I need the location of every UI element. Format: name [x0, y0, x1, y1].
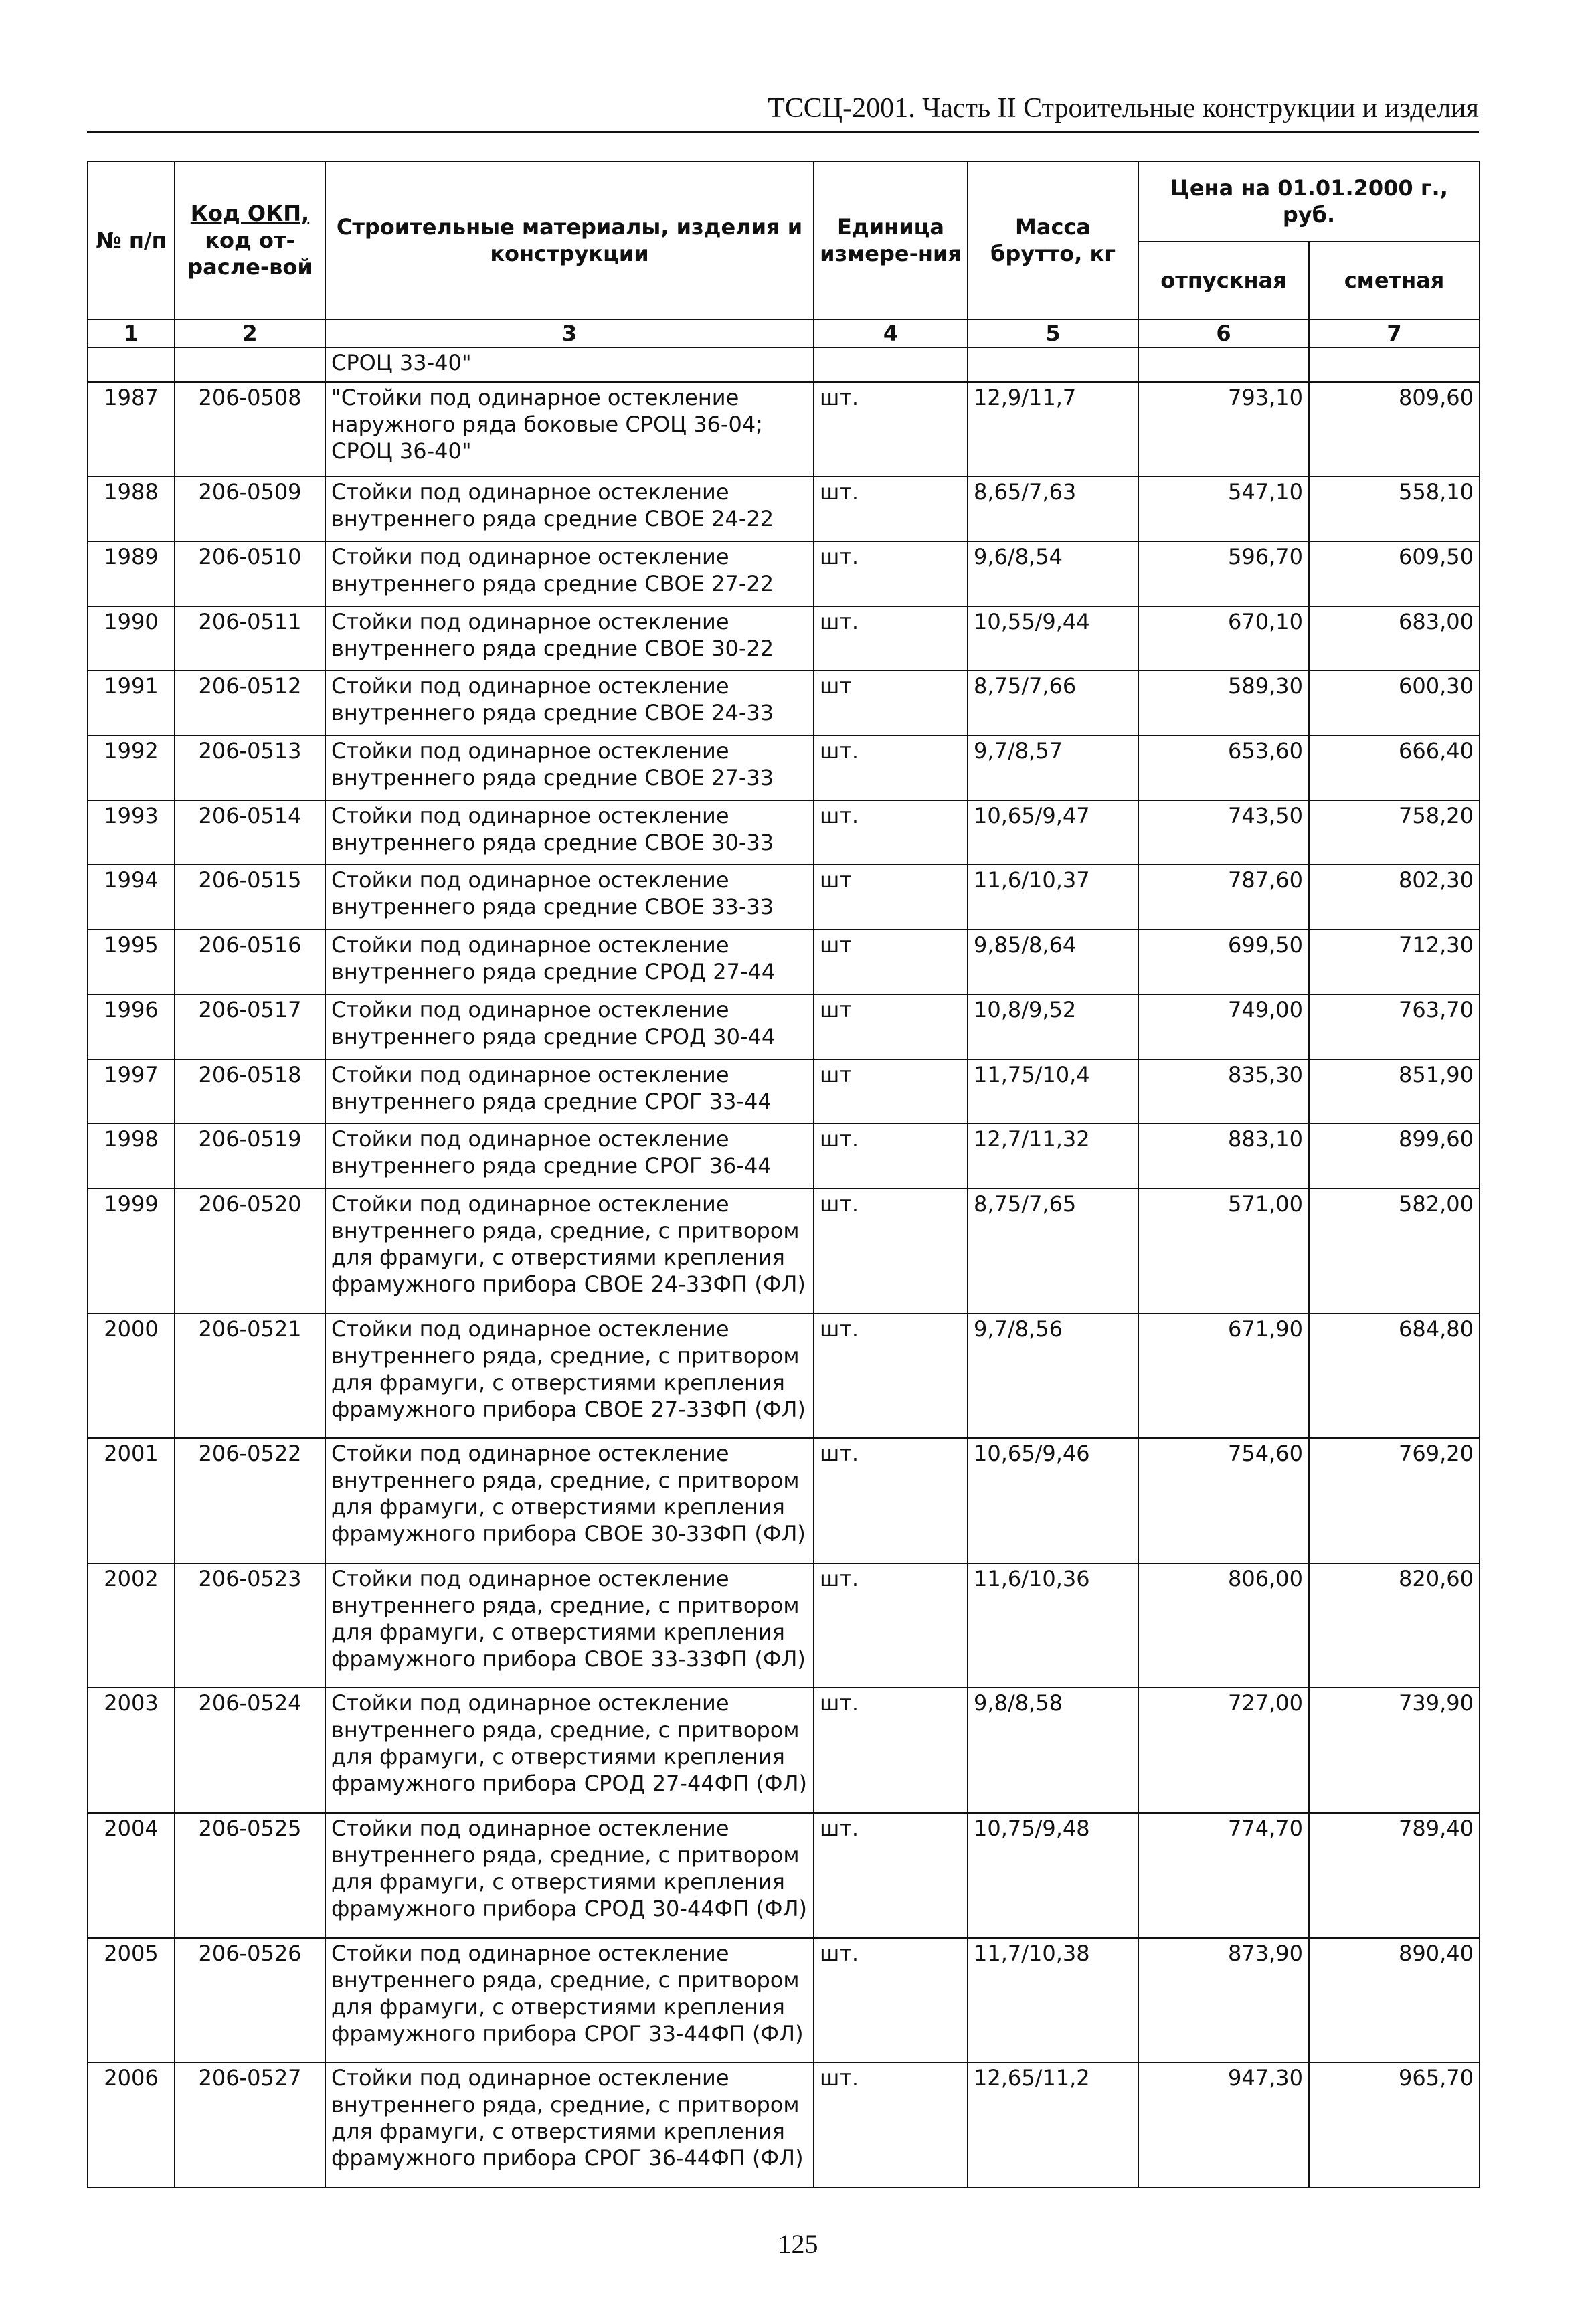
- row-unit: шт: [814, 930, 968, 994]
- row-unit: шт.: [814, 1188, 968, 1314]
- row-name: Стойки под одинарное остекление внутреннего ряда средние СРОД 27-44: [325, 930, 814, 994]
- row-unit: шт.: [814, 1563, 968, 1688]
- column-number: 7: [1309, 319, 1480, 347]
- row-price-release: 873,90: [1138, 1938, 1309, 2063]
- row-number: 1997: [88, 1059, 175, 1124]
- row-number: 1989: [88, 541, 175, 606]
- row-unit: шт.: [814, 2062, 968, 2188]
- column-number: 1: [88, 319, 175, 347]
- row-mass: 12,7/11,32: [968, 1124, 1138, 1188]
- row-price-release: 547,10: [1138, 476, 1309, 541]
- table-row: [88, 800, 1480, 865]
- row-number: 1988: [88, 476, 175, 541]
- row-code: 206-0511: [175, 606, 325, 671]
- row-name: Стойки под одинарное остекление внутреннего ряда средние СВОЕ 30-22: [325, 606, 814, 671]
- row-price-release: 947,30: [1138, 2062, 1309, 2188]
- row-name: Стойки под одинарное остекление внутреннего ряда средние СВОЕ 24-22: [325, 476, 814, 541]
- row-mass: 9,7/8,57: [968, 735, 1138, 800]
- table-row: [88, 1124, 1480, 1188]
- row-mass: 10,65/9,46: [968, 1438, 1138, 1563]
- row-number: 2001: [88, 1438, 175, 1563]
- row-code: 206-0518: [175, 1059, 325, 1124]
- row-number: 1992: [88, 735, 175, 800]
- row-name: Стойки под одинарное остекление внутреннего ряда, средние, с притвором для фрамуги, с отверстиями крепления фрамужного прибора СРОГ 33-44ФП (ФЛ): [325, 1938, 814, 2063]
- row-price-estimate: 802,30: [1309, 865, 1480, 930]
- row-code: 206-0527: [175, 2062, 325, 2188]
- row-mass: 9,7/8,56: [968, 1314, 1138, 1439]
- row-name: Стойки под одинарное остекление внутреннего ряда средние СРОГ 33-44: [325, 1059, 814, 1124]
- table-row: [88, 1314, 1480, 1439]
- row-price-estimate: 609,50: [1309, 541, 1480, 606]
- row-number: 2003: [88, 1688, 175, 1813]
- row-mass: 10,55/9,44: [968, 606, 1138, 671]
- row-price-release: 835,30: [1138, 1059, 1309, 1124]
- row-price-release: 699,50: [1138, 930, 1309, 994]
- row-name: Стойки под одинарное остекление внутреннего ряда средние СРОГ 36-44: [325, 1124, 814, 1188]
- row-price-estimate: 965,70: [1309, 2062, 1480, 2188]
- row-price-release: 743,50: [1138, 800, 1309, 865]
- row-price-release: 589,30: [1138, 671, 1309, 735]
- table-row: [88, 671, 1480, 735]
- row-number: 1994: [88, 865, 175, 930]
- row-price-estimate: 763,70: [1309, 994, 1480, 1059]
- header-price-group: Цена на 01.01.2000 г., руб.: [1138, 161, 1480, 242]
- row-price-estimate: 758,20: [1309, 800, 1480, 865]
- row-unit: шт.: [814, 476, 968, 541]
- row-price-release: 754,60: [1138, 1438, 1309, 1563]
- table-row: [88, 1188, 1480, 1314]
- row-code: 206-0524: [175, 1688, 325, 1813]
- row-number: 1991: [88, 671, 175, 735]
- row-number: 1999: [88, 1188, 175, 1314]
- row-name: Стойки под одинарное остекление внутреннего ряда, средние, с притвором для фрамуги, с отверстиями крепления фрамужного прибора СВОЕ 27-33ФП (ФЛ): [325, 1314, 814, 1439]
- row-mass: 9,6/8,54: [968, 541, 1138, 606]
- row-code: 206-0508: [175, 382, 325, 477]
- row-price-estimate: 739,90: [1309, 1688, 1480, 1813]
- table-row: [88, 1938, 1480, 2063]
- row-unit: шт.: [814, 1938, 968, 2063]
- header-code: [175, 161, 325, 319]
- row-name: Стойки под одинарное остекление внутреннего ряда средние СВОЕ 33-33: [325, 865, 814, 930]
- row-price-release: 793,10: [1138, 382, 1309, 477]
- row-price-release: 596,70: [1138, 541, 1309, 606]
- row-name: Стойки под одинарное остекление внутреннего ряда, средние, с притвором для фрамуги, с отверстиями крепления фрамужного прибора СВОЕ 24-33ФП (ФЛ): [325, 1188, 814, 1314]
- table-row: [88, 735, 1480, 800]
- page-number: 125: [778, 2229, 818, 2259]
- row-price-release: 774,70: [1138, 1813, 1309, 1938]
- row-price-estimate: 558,10: [1309, 476, 1480, 541]
- row-name: Стойки под одинарное остекление внутреннего ряда средние СРОД 30-44: [325, 994, 814, 1059]
- row-number: 1996: [88, 994, 175, 1059]
- row-number: 2000: [88, 1314, 175, 1439]
- column-number: 6: [1138, 319, 1309, 347]
- header-name: Строительные материалы, изделия и конструкции: [325, 161, 814, 319]
- row-price-release: 883,10: [1138, 1124, 1309, 1188]
- row-price-estimate: 712,30: [1309, 930, 1480, 994]
- row-code: 206-0521: [175, 1314, 325, 1439]
- column-number: 5: [968, 319, 1138, 347]
- table-body: [88, 347, 1480, 2188]
- row-unit: шт: [814, 671, 968, 735]
- price-table: [87, 161, 1480, 2188]
- row-price-release: 653,60: [1138, 735, 1309, 800]
- table-row: [88, 476, 1480, 541]
- row-code: 206-0509: [175, 476, 325, 541]
- table-row: [88, 1813, 1480, 1938]
- table-row: [88, 994, 1480, 1059]
- row-mass: 9,8/8,58: [968, 1688, 1138, 1813]
- table-row: [88, 1688, 1480, 1813]
- row-name: Стойки под одинарное остекление внутреннего ряда, средние, с притвором для фрамуги, с отверстиями крепления фрамужного прибора СРОГ 36-44ФП (ФЛ): [325, 2062, 814, 2188]
- row-mass: 12,9/11,7: [968, 382, 1138, 477]
- row-name: Стойки под одинарное остекление внутреннего ряда средние СВОЕ 30-33: [325, 800, 814, 865]
- row-mass: 8,75/7,66: [968, 671, 1138, 735]
- row-number: 2006: [88, 2062, 175, 2188]
- row-price-estimate: 683,00: [1309, 606, 1480, 671]
- row-mass: 10,8/9,52: [968, 994, 1138, 1059]
- row-unit: шт.: [814, 800, 968, 865]
- row-number: 1998: [88, 1124, 175, 1188]
- header-code-okp: Код ОКП,: [190, 201, 310, 226]
- row-price-release: 571,00: [1138, 1188, 1309, 1314]
- row-unit: шт.: [814, 1813, 968, 1938]
- header-mass: Масса брутто, кг: [968, 161, 1138, 319]
- row-name: "Стойки под одинарное остекление наружного ряда боковые СРОЦ 36-04; СРОЦ 36-40": [325, 382, 814, 477]
- row-code: 206-0514: [175, 800, 325, 865]
- table-row: [88, 1563, 1480, 1688]
- row-unit: шт.: [814, 1124, 968, 1188]
- column-number: 2: [175, 319, 325, 347]
- header-unit: Единица измере-ния: [814, 161, 968, 319]
- row-code: 206-0515: [175, 865, 325, 930]
- row-mass: 11,75/10,4: [968, 1059, 1138, 1124]
- row-price-estimate: 809,60: [1309, 382, 1480, 477]
- row-unit: шт.: [814, 1688, 968, 1813]
- row-code: 206-0526: [175, 1938, 325, 2063]
- row-price-release: 670,10: [1138, 606, 1309, 671]
- row-number: 1987: [88, 382, 175, 477]
- continuation-text: СРОЦ 33-40": [325, 347, 814, 382]
- row-number: 2005: [88, 1938, 175, 2063]
- row-price-estimate: 789,40: [1309, 1813, 1480, 1938]
- row-unit: шт: [814, 994, 968, 1059]
- row-code: 206-0513: [175, 735, 325, 800]
- row-price-estimate: 666,40: [1309, 735, 1480, 800]
- row-number: 1990: [88, 606, 175, 671]
- row-name: Стойки под одинарное остекление внутреннего ряда, средние, с притвором для фрамуги, с отверстиями крепления фрамужного прибора СВОЕ 33-33ФП (ФЛ): [325, 1563, 814, 1688]
- row-price-estimate: 684,80: [1309, 1314, 1480, 1439]
- table-row: [88, 930, 1480, 994]
- row-price-estimate: 820,60: [1309, 1563, 1480, 1688]
- row-name: Стойки под одинарное остекление внутреннего ряда, средние, с притвором для фрамуги, с отверстиями крепления фрамужного прибора СРОД 30-44ФП (ФЛ): [325, 1813, 814, 1938]
- table-row: [88, 1059, 1480, 1124]
- row-unit: шт.: [814, 606, 968, 671]
- row-name: Стойки под одинарное остекление внутреннего ряда средние СВОЕ 24-33: [325, 671, 814, 735]
- row-unit: шт.: [814, 1314, 968, 1439]
- row-code: 206-0517: [175, 994, 325, 1059]
- table-row: [88, 865, 1480, 930]
- column-number: 3: [325, 319, 814, 347]
- row-price-release: 671,90: [1138, 1314, 1309, 1439]
- row-number: 2004: [88, 1813, 175, 1938]
- row-price-estimate: 582,00: [1309, 1188, 1480, 1314]
- table-row: [88, 382, 1480, 477]
- row-mass: 8,75/7,65: [968, 1188, 1138, 1314]
- column-numbers-row: [88, 319, 1480, 347]
- row-mass: 10,65/9,47: [968, 800, 1138, 865]
- row-price-estimate: 851,90: [1309, 1059, 1480, 1124]
- row-mass: 9,85/8,64: [968, 930, 1138, 994]
- row-name: Стойки под одинарное остекление внутреннего ряда средние СВОЕ 27-33: [325, 735, 814, 800]
- table-row: [88, 541, 1480, 606]
- row-price-release: 787,60: [1138, 865, 1309, 930]
- row-price-estimate: 899,60: [1309, 1124, 1480, 1188]
- table-row: [88, 1438, 1480, 1563]
- row-unit: шт: [814, 865, 968, 930]
- row-price-release: 727,00: [1138, 1688, 1309, 1813]
- running-head: ТССЦ-2001. Часть II Строительные конструкции и изделия: [87, 92, 1479, 133]
- row-code: 206-0520: [175, 1188, 325, 1314]
- header-num: № п/п: [88, 161, 175, 319]
- row-price-estimate: 890,40: [1309, 1938, 1480, 2063]
- row-name: Стойки под одинарное остекление внутреннего ряда, средние, с притвором для фрамуги, с отверстиями крепления фрамужного прибора СРОД 27-44ФП (ФЛ): [325, 1688, 814, 1813]
- row-code: 206-0510: [175, 541, 325, 606]
- row-number: 1993: [88, 800, 175, 865]
- row-unit: шт.: [814, 382, 968, 477]
- row-name: Стойки под одинарное остекление внутреннего ряда, средние, с притвором для фрамуги, с отверстиями крепления фрамужного прибора СВОЕ 30-33ФП (ФЛ): [325, 1438, 814, 1563]
- row-price-release: 806,00: [1138, 1563, 1309, 1688]
- row-code: 206-0525: [175, 1813, 325, 1938]
- row-price-estimate: 769,20: [1309, 1438, 1480, 1563]
- row-mass: 11,7/10,38: [968, 1938, 1138, 2063]
- row-code: 206-0516: [175, 930, 325, 994]
- row-code: 206-0523: [175, 1563, 325, 1688]
- row-price-estimate: 600,30: [1309, 671, 1480, 735]
- row-code: 206-0519: [175, 1124, 325, 1188]
- row-mass: 12,65/11,2: [968, 2062, 1138, 2188]
- table-row: [88, 2062, 1480, 2188]
- column-number: 4: [814, 319, 968, 347]
- header-price-estimate: сметная: [1309, 242, 1480, 319]
- continuation-row: [88, 347, 1480, 382]
- row-unit: шт: [814, 1059, 968, 1124]
- header-code-branch: код от-расле-вой: [187, 228, 313, 280]
- row-unit: шт.: [814, 1438, 968, 1563]
- row-mass: 10,75/9,48: [968, 1813, 1138, 1938]
- row-number: 1995: [88, 930, 175, 994]
- row-code: 206-0522: [175, 1438, 325, 1563]
- row-number: 2002: [88, 1563, 175, 1688]
- row-mass: 11,6/10,36: [968, 1563, 1138, 1688]
- row-code: 206-0512: [175, 671, 325, 735]
- row-price-release: 749,00: [1138, 994, 1309, 1059]
- row-unit: шт.: [814, 735, 968, 800]
- row-mass: 8,65/7,63: [968, 476, 1138, 541]
- table-header: [88, 161, 1480, 347]
- header-price-release: отпускная: [1138, 242, 1309, 319]
- row-unit: шт.: [814, 541, 968, 606]
- table-row: [88, 606, 1480, 671]
- row-name: Стойки под одинарное остекление внутреннего ряда средние СВОЕ 27-22: [325, 541, 814, 606]
- row-mass: 11,6/10,37: [968, 865, 1138, 930]
